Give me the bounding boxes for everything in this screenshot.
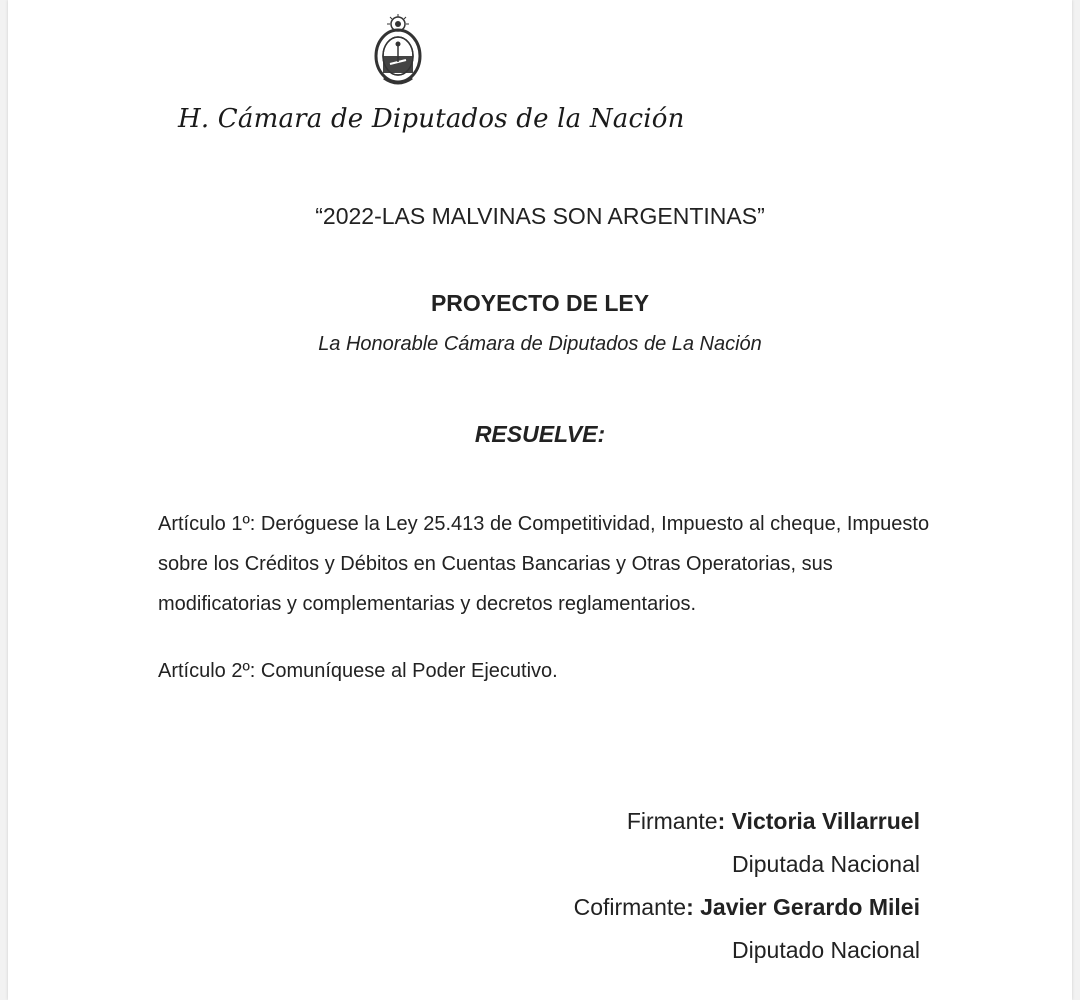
resolve-heading: RESUELVE: xyxy=(474,421,606,447)
signatory-firmante xyxy=(627,808,920,835)
year-motto: “2022-LAS MALVINAS SON ARGENTINAS” xyxy=(315,203,765,229)
firmante-name: : Victoria Villarruel xyxy=(717,808,920,834)
institution-header: H. Cámara de Diputados de la Nación xyxy=(178,104,685,134)
cofirmante-label: Cofirmante xyxy=(573,894,687,920)
document-type-title: PROYECTO DE LEY xyxy=(430,290,650,316)
national-coat-of-arms-icon xyxy=(370,12,426,92)
article-1: Artículo 1º: Deróguese la Ley 25.413 de Competitividad, Impuesto al cheque, Impuesto sobre los Créditos y Débitos en Cuentas Bancarias y Otras Operatorias, sus modificatorias y complementarias y decretos reglamentarios. xyxy=(158,513,930,615)
cofirmante-role: Diputado Nacional xyxy=(732,937,920,963)
firmante-role: Diputada Nacional xyxy=(732,851,920,877)
chamber-subtitle: La Honorable Cámara de Diputados de La Nación xyxy=(318,333,762,355)
signatory-cofirmante xyxy=(574,894,920,921)
article-2: Artículo 2º: Comuníquese al Poder Ejecutivo. xyxy=(158,660,558,682)
document-page xyxy=(8,0,1072,1000)
firmante-label: Firmante xyxy=(626,808,718,834)
cofirmante-name: : Javier Gerardo Milei xyxy=(686,894,920,920)
